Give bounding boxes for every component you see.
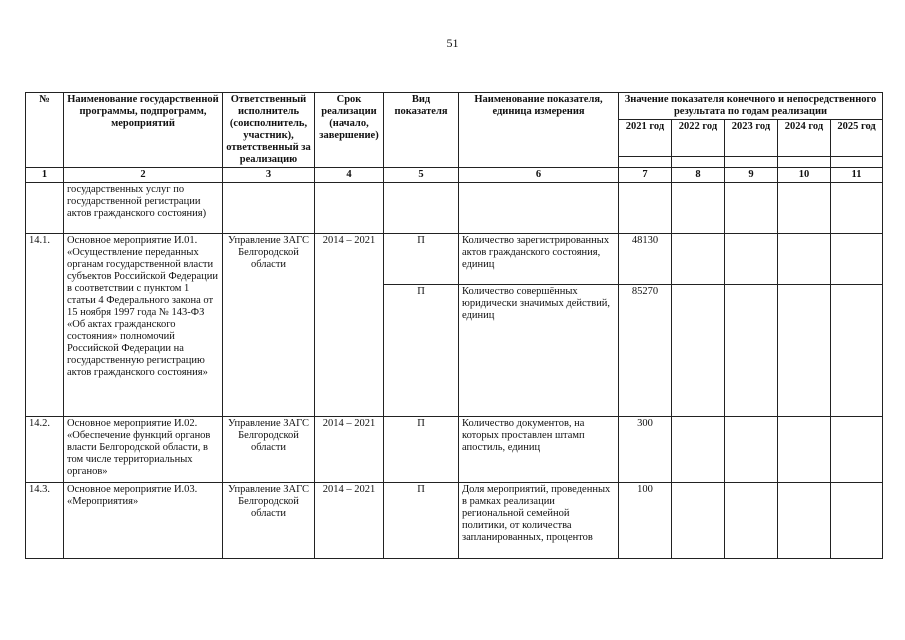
indicator-type: П bbox=[384, 285, 459, 417]
column-number: 10 bbox=[778, 168, 831, 183]
header-year-2025: 2025 год bbox=[831, 120, 883, 157]
column-number: 5 bbox=[384, 168, 459, 183]
column-number: 1 bbox=[26, 168, 64, 183]
column-number-row bbox=[26, 168, 883, 183]
column-number: 11 bbox=[831, 168, 883, 183]
responsible-executor: Управление ЗАГС Белгородской области bbox=[223, 483, 315, 559]
table-row bbox=[26, 234, 883, 285]
activity-name: Основное мероприятие И.02. «Обеспечение функций органов власти Белгородской области, в том числе территориальных органов» bbox=[64, 417, 223, 483]
column-number: 7 bbox=[619, 168, 672, 183]
indicator-name: Количество документов, на которых проставлен штамп апостиль, единиц bbox=[459, 417, 619, 483]
row-number: 14.1. bbox=[26, 234, 64, 417]
header-year-2021: 2021 год bbox=[619, 120, 672, 157]
value-2021: 100 bbox=[619, 483, 672, 559]
header-year-2024: 2024 год bbox=[778, 120, 831, 157]
header-executor: Ответственный исполнитель (соисполнитель, участник), ответственный за реализацию bbox=[223, 93, 315, 168]
header-year-2023: 2023 год bbox=[725, 120, 778, 157]
table-row bbox=[26, 483, 883, 559]
activity-name: Основное мероприятие И.01. «Осуществление переданных органам государственной власти субъектов Российской Федерации в соответствии с пунктом 1 статьи 4 Федерального закона от 15 ноября 1997 года № 143-ФЗ «Об актах гражданского состояния» полномочий Российской Федерации на государственную регистрацию актов гражданского состояния» bbox=[64, 234, 223, 417]
header-indicator-type: Вид показателя bbox=[384, 93, 459, 168]
table-row bbox=[26, 417, 883, 483]
indicator-type: П bbox=[384, 234, 459, 285]
value-2021: 85270 bbox=[619, 285, 672, 417]
continued-program-name: государственных услуг по государственной регистрации актов гражданского состояния) bbox=[64, 183, 223, 234]
column-number: 4 bbox=[315, 168, 384, 183]
row-number: 14.3. bbox=[26, 483, 64, 559]
implementation-term: 2014 – 2021 bbox=[315, 417, 384, 483]
header-indicator-name: Наименование показателя, единица измерения bbox=[459, 93, 619, 168]
indicator-name: Количество зарегистрированных актов гражданского состояния, единиц bbox=[459, 234, 619, 285]
header-term: Срок реализации (начало, завершение) bbox=[315, 93, 384, 168]
column-number: 6 bbox=[459, 168, 619, 183]
implementation-term: 2014 – 2021 bbox=[315, 483, 384, 559]
indicator-name: Количество совершённых юридически значимых действий, единиц bbox=[459, 285, 619, 417]
column-number: 3 bbox=[223, 168, 315, 183]
value-2021: 300 bbox=[619, 417, 672, 483]
indicator-name: Доля мероприятий, проведенных в рамках реализации региональной семейной политики, от количества запланированных, процентов bbox=[459, 483, 619, 559]
responsible-executor: Управление ЗАГС Белгородской области bbox=[223, 417, 315, 483]
indicator-type: П bbox=[384, 417, 459, 483]
implementation-term: 2014 – 2021 bbox=[315, 234, 384, 417]
activity-name: Основное мероприятие И.03. «Мероприятия» bbox=[64, 483, 223, 559]
header-values-group: Значение показателя конечного и непосредственного результата по годам реализации bbox=[619, 93, 883, 120]
column-number: 9 bbox=[725, 168, 778, 183]
row-number: 14.2. bbox=[26, 417, 64, 483]
table-row bbox=[26, 183, 883, 234]
header-year-2022: 2022 год bbox=[672, 120, 725, 157]
indicator-table bbox=[25, 92, 883, 559]
header-program-name: Наименование государственной программы, подпрограмм, мероприятий bbox=[64, 93, 223, 168]
column-number: 2 bbox=[64, 168, 223, 183]
indicator-type: П bbox=[384, 483, 459, 559]
column-number: 8 bbox=[672, 168, 725, 183]
header-no: № bbox=[26, 93, 64, 168]
header-row bbox=[26, 93, 883, 120]
value-2021: 48130 bbox=[619, 234, 672, 285]
page-number: 51 bbox=[446, 36, 459, 50]
responsible-executor: Управление ЗАГС Белгородской области bbox=[223, 234, 315, 417]
